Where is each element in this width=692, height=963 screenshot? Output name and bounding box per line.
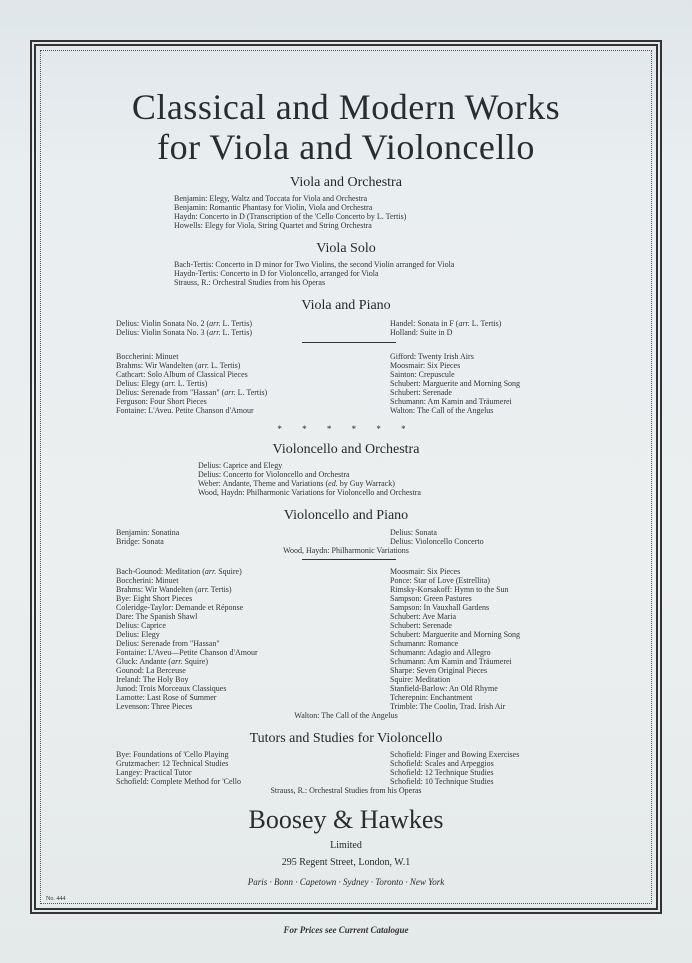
list-item: Gounod: La Berceuse [116, 666, 186, 675]
section-heading-viola-piano: Viola and Piano [301, 298, 391, 313]
list-item: Benjamin: Sonatina [116, 528, 180, 537]
list-item: Moosmair: Six Pieces [390, 567, 461, 576]
list-item: Dare: The Spanish Shawl [116, 612, 198, 621]
section-heading-cello-orchestra: Violoncello and Orchestra [272, 442, 420, 457]
section-heading-viola-orchestra: Viola and Orchestra [290, 175, 402, 190]
list-item: Gluck: Andante (arr. Squire) [116, 657, 209, 666]
catalogue-number: No. 444 [46, 896, 66, 902]
list-item: Holland: Suite in D [390, 328, 453, 337]
publisher-address: 295 Regent Street, London, W.1 [281, 857, 411, 868]
list-item: Bye: Eight Short Pieces [116, 594, 193, 603]
list-item: Junod: Trois Morceaux Classiques [116, 684, 227, 693]
list-item: Schofield: Complete Method for 'Cello [116, 777, 241, 786]
list-item: Delius: Violin Sonata No. 3 (arr. L. Tertis) [116, 328, 253, 337]
list-item: Wood, Haydn: Philharmonic Variations for Violoncello and Orchestra [198, 488, 421, 497]
section-heading-cello-piano: Violoncello and Piano [283, 508, 409, 523]
page-title-line-2: for Viola and Violoncello [157, 127, 535, 167]
list-item: Strauss, R.: Orchestral Studies from his Operas [270, 786, 422, 795]
list-item: Schubert: Marguerite and Morning Song [390, 379, 521, 388]
list-item: Schubert: Serenade [390, 388, 452, 397]
section-rule [302, 342, 396, 343]
list-item: Ireland: The Holy Boy [116, 675, 189, 684]
list-item: Delius: Violin Sonata No. 2 (arr. L. Tertis) [116, 319, 253, 328]
publisher-name: Boosey & Hawkes [248, 805, 444, 834]
list-item: Bye: Foundations of 'Cello Playing [116, 750, 229, 759]
list-item: Delius: Caprice and Elegy [198, 461, 283, 470]
list-item: Grutzmacher: 12 Technical Studies [116, 759, 229, 768]
list-item: Schubert: Serenade [390, 621, 452, 630]
list-item: Schofield: 12 Technique Studies [390, 768, 494, 777]
list-item: Sharpe: Seven Original Pieces [390, 666, 488, 675]
list-item: Schofield: Scales and Arpeggios [390, 759, 494, 768]
list-item: Stanfield-Barlow: An Old Rhyme [390, 684, 498, 693]
list-item: Delius: Serenade from "Hassan" (arr. L. Tertis) [116, 388, 268, 397]
list-item: Delius: Violoncello Concerto [390, 537, 484, 546]
list-item: Haydn: Concerto in D (Transcription of the 'Cello Concerto by L. Tertis) [174, 212, 407, 221]
list-item: Rimsky-Korsakoff: Hymn to the Sun [390, 585, 509, 594]
list-item: Delius: Elegy [116, 630, 160, 639]
list-item: Bach-Tertis: Concerto in D minor for Two Violins, the second Violin arranged for Viola [174, 260, 455, 269]
list-item: Boccherini: Minuet [116, 352, 179, 361]
list-item: Schumann: Romance [390, 639, 459, 648]
list-item: Tcherepnin: Enchantment [390, 693, 473, 702]
list-item: Sampson: Green Pastures [390, 594, 472, 603]
list-item: Brahms: Wir Wandelten (arr. L. Tertis) [116, 361, 241, 370]
list-item: Schumann: Adagio and Allegro [390, 648, 491, 657]
catalogue-page [40, 50, 652, 904]
list-item: Levenson: Three Pieces [116, 702, 193, 711]
list-item: Wood, Haydn: Philharmonic Variations [283, 546, 409, 555]
list-item: Fontaine: L'Aveu. Petite Chanson d'Amour [116, 406, 254, 415]
list-item: Sainton: Crepuscule [390, 370, 455, 379]
list-item: Schubert: Ave Maria [390, 612, 457, 621]
list-item: Howells: Elegy for Viola, String Quartet and String Orchestra [174, 221, 372, 230]
list-item: Haydn-Tertis: Concerto in D for Violoncello, arranged for Viola [174, 269, 379, 278]
list-item: Benjamin: Romantic Phantasy for Violin, Viola and Orchestra [174, 203, 373, 212]
list-item: Lamotte: Last Rose of Summer [116, 693, 217, 702]
list-item: Moosmair: Six Pieces [390, 361, 461, 370]
list-item: Schofield: Finger and Bowing Exercises [390, 750, 520, 759]
list-item: Delius: Caprice [116, 621, 166, 630]
list-item: Schubert: Marguerite and Morning Song [390, 630, 521, 639]
list-item: Langey: Practical Tutor [116, 768, 192, 777]
list-item: Ferguson: Four Short Pieces [116, 397, 207, 406]
list-item: Strauss, R.: Orchestral Studies from his Operas [174, 278, 326, 287]
list-item: Weber: Andante, Theme and Variations (ed. by Guy Warrack) [198, 479, 395, 488]
publisher-limited: Limited [330, 840, 362, 851]
list-item: Trimble: The Coolin, Trad. Irish Air [390, 702, 506, 711]
list-item: Coleridge-Taylor: Demande et Réponse [116, 603, 244, 612]
page-title-line-1: Classical and Modern Works [131, 87, 561, 127]
list-item: Bach-Gounod: Meditation (arr. Squire) [116, 567, 242, 576]
section-heading-viola-solo: Viola Solo [316, 241, 376, 256]
list-item: Cathcart: Solo Album of Classical Pieces [116, 370, 248, 379]
list-item: Ponce: Star of Love (Estrellita) [390, 576, 490, 585]
list-item: Gifford: Twenty Irish Airs [390, 352, 474, 361]
list-item: Schumann: Am Kamin and Träumerei [390, 397, 512, 406]
list-item: Squire: Meditation [390, 675, 451, 684]
list-item: Delius: Sonata [390, 528, 437, 537]
list-item: Delius: Elegy (arr. L. Tertis) [116, 379, 208, 388]
list-item: Delius: Concerto for Violoncello and Orchestra [198, 470, 350, 479]
list-item: Sampson: In Vauxhall Gardens [390, 603, 490, 612]
section-heading-tutors: Tutors and Studies for Violoncello [249, 731, 443, 746]
section-rule [302, 559, 396, 560]
list-item: Delius: Serenade from "Hassan" [116, 639, 220, 648]
footer-note: For Prices see Current Catalogue [283, 925, 409, 935]
list-item: Handel: Sonata in F (arr. L. Tertis) [390, 319, 502, 328]
publisher-cities: Paris · Bonn · Capetown · Sydney · Toronto · New York [247, 877, 445, 887]
list-item: Walton: The Call of the Angelus [294, 711, 398, 720]
list-item: Walton: The Call of the Angelus [390, 406, 494, 415]
list-item: Schofield: 10 Technique Studies [390, 777, 494, 786]
list-item: Bridge: Sonata [116, 537, 164, 546]
list-item: Benjamin: Elegy, Waltz and Toccata for Viola and Orchestra [174, 194, 368, 203]
list-item: Fontaine: L'Aveu—Petite Chanson d'Amour [116, 648, 258, 657]
list-item: Schumann: Am Kamin and Träumerei [390, 657, 512, 666]
list-item: Boccherini: Minuet [116, 576, 179, 585]
list-item: Brahms: Wir Wandelten (arr. Tertis) [116, 585, 232, 594]
section-separator: * * * * * * [277, 424, 415, 434]
